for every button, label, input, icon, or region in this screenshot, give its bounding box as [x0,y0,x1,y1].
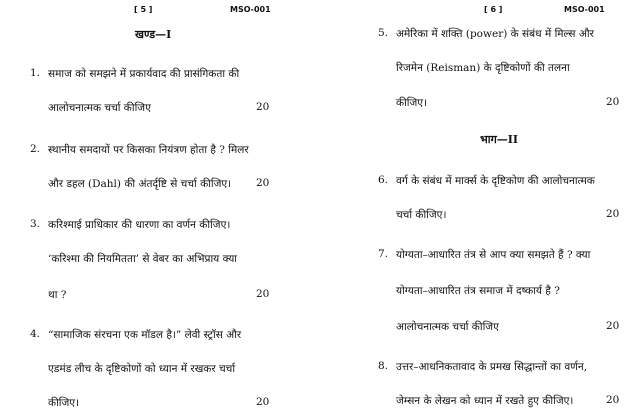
question-marks: 20 [606,96,620,108]
question-marks: 20 [606,208,620,220]
question-number: 1. [30,67,41,79]
question-text-line: स्थानीय समदायों पर किसका नियंत्रण होता है ? मिलर [48,144,249,156]
section-heading: खण्ड—I [135,28,172,41]
question-text-line: चर्चा कीजिए। [396,209,447,221]
question-number: 8. [378,360,389,372]
question-text-line: वर्ग के संबंध में मार्क्स के दृष्टिकोण की आलोचनात्मक [396,175,595,187]
question-text-line: था ? [48,289,67,301]
question-marks: 20 [606,394,620,406]
question-text-line: जेम्सन के लेखन को ध्यान में रखते हुए कीजिए। [396,395,574,407]
question-number: 3. [30,218,41,230]
section-heading: भाग—II [480,133,519,146]
course-code: MSO-001 [230,5,271,14]
question-text-line: ‘करिश्मा की नियमितता’ से वेबर का अभिप्राय क्या [48,253,238,265]
question-number: 2. [30,143,41,155]
question-text-line: योग्यता–आधारित तंत्र से आप क्या समझते हैं ? क्या [396,249,591,261]
question-marks: 20 [606,320,620,332]
right-page [316,0,632,414]
question-number: 5. [378,27,389,39]
question-text-line: और डहल (Dahl) की अंतर्दृष्टि से चर्चा कीजिए। [48,178,232,190]
question-number: 7. [378,248,389,260]
question-marks: 20 [256,288,270,300]
question-text-line: अमेरिका में शक्ति (power) के संबंध में मिल्स और [396,28,594,40]
question-marks: 20 [256,177,270,189]
question-marks: 20 [256,396,270,408]
course-code: MSO-001 [564,5,605,14]
question-text-line: कीजिए। [396,97,428,109]
question-number: 6. [378,174,389,186]
question-text-line: आलोचनात्मक चर्चा कीजिए [48,102,151,114]
question-text-line: उत्तर–आधनिकतावाद के प्रमख सिद्धान्तों का वर्णन, [396,361,588,373]
question-text-line: आलोचनात्मक चर्चा कीजिए [396,321,499,333]
question-text-line: कीजिए। [48,397,80,409]
question-text-line: “सामाजिक संरचना एक मॉडल है।” लेवी स्ट्रॉस और [48,329,242,341]
question-text-line: एडमंड लीच के दृष्टिकोणों को ध्यान में रखकर चर्चा [48,363,236,375]
question-text-line: रिजमेन (Reisman) के दृष्टिकोणों की तलना [396,62,570,74]
page-number: [ 5 ] [134,5,153,14]
question-number: 4. [30,328,41,340]
question-text-line: करिश्माई प्राधिकार की धारणा का वर्णन कीजिए। [48,219,231,231]
question-text-line: समाज को समझने में प्रकार्यवाद की प्रासंगिकता की [48,68,240,80]
page-number: [ 6 ] [484,5,503,14]
question-marks: 20 [256,101,270,113]
question-text-line: योग्यता–आधारित तंत्र समाज में दष्कार्य है ? [396,285,560,297]
